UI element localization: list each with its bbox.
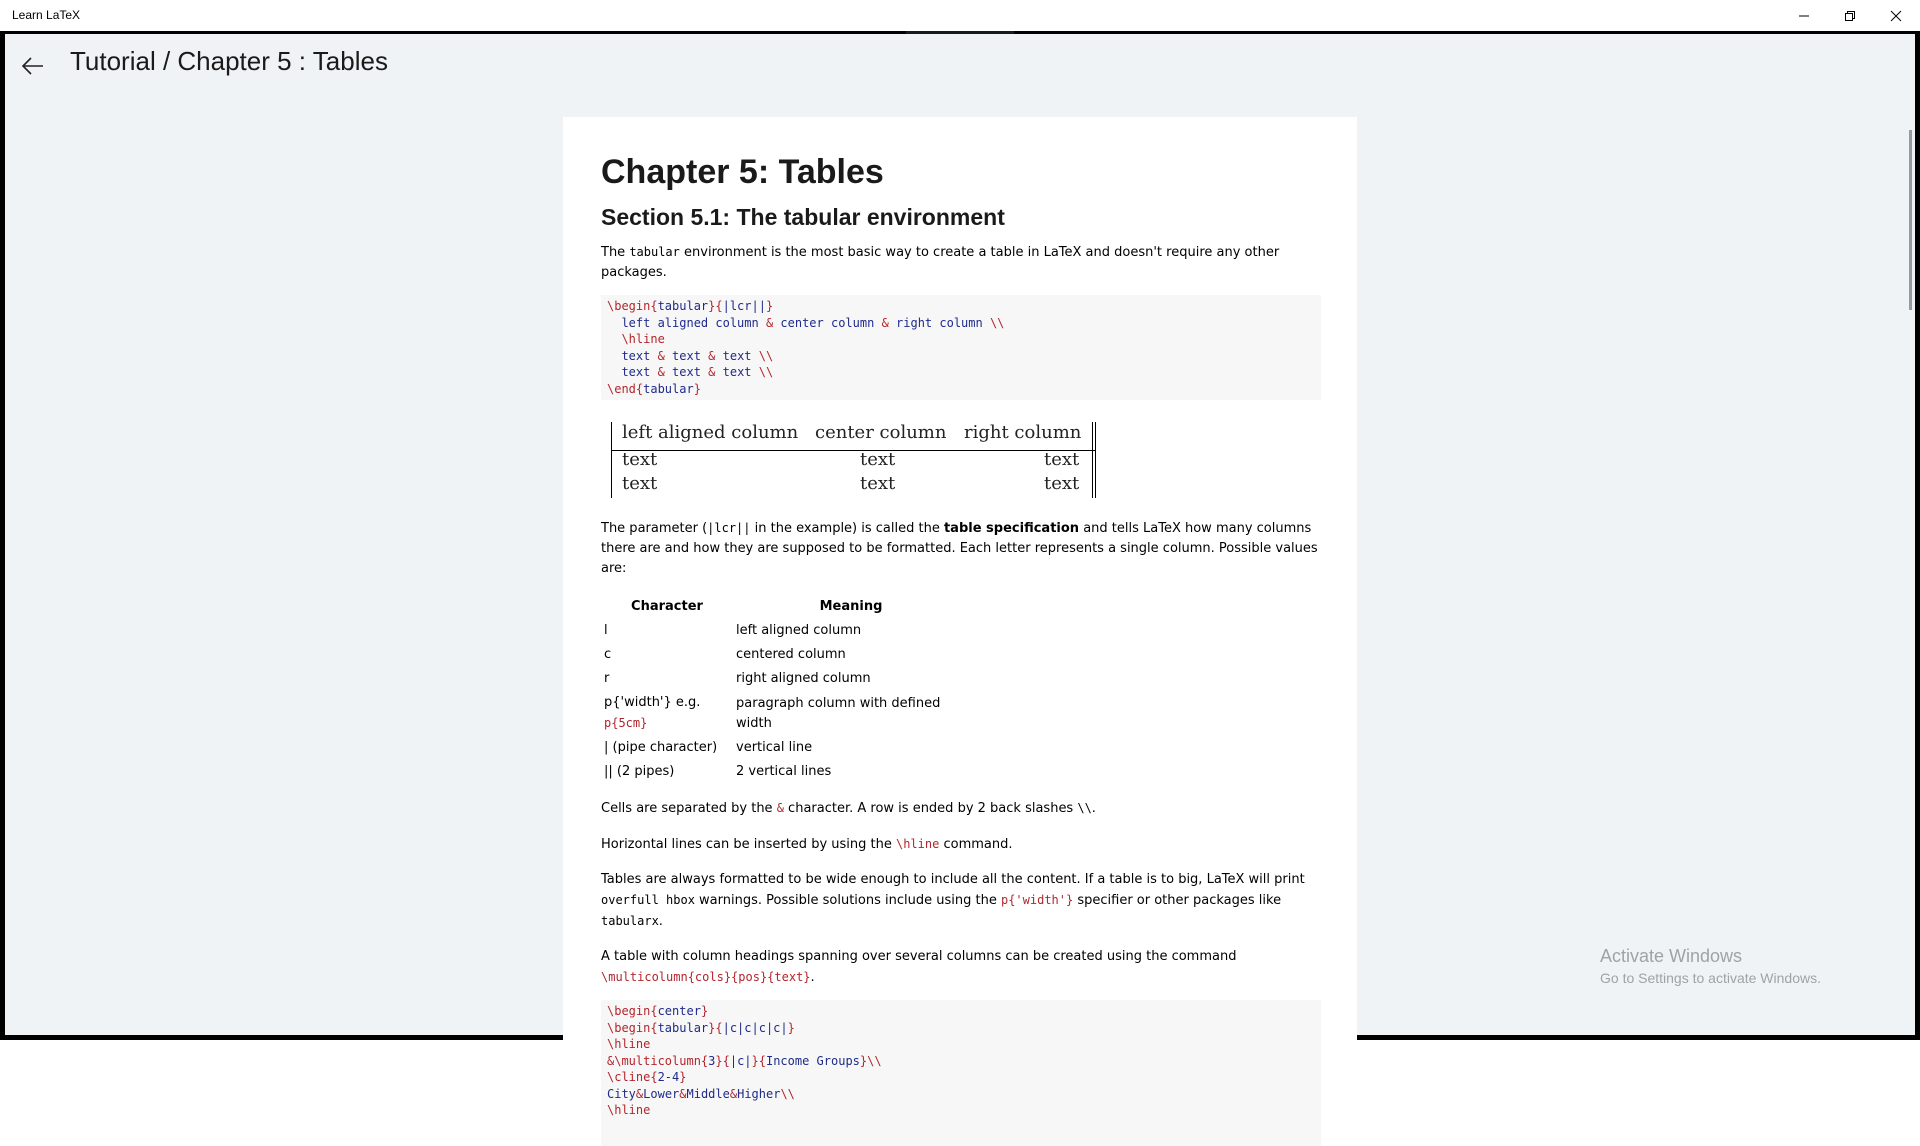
intro-paragraph: The tabular environment is the most basic way to create a table in LaTeX and doesn't require any other packages.	[601, 245, 1280, 280]
code-line: &\multicolumn{3}{|c|}{Income Groups}\\	[607, 1053, 882, 1068]
code-line: \hline	[607, 1103, 651, 1117]
window-frame-right	[1915, 31, 1920, 1040]
formatting-paragraph: Tables are always formatted to be wide enough to include all the content. If a table is to big, LaTeX will print overfull hbox warnings. Possible solutions include using the p{'width'} specifier or other packages like tabularx.	[601, 872, 1305, 929]
code-line: \begin{tabular}{|c|c|c|c|}	[607, 1020, 795, 1035]
content-card	[563, 117, 1357, 1117]
code-line: text & text & text \\	[607, 365, 774, 379]
scrollbar-thumb[interactable]	[1909, 130, 1912, 310]
table-spec-paragraph: The parameter (|lcr|| in the example) is called the table specification and tells LaTeX how many columns there are and how they are supposed to be formatted. Each letter represents a single column. Possible values are:	[601, 521, 1318, 576]
article	[601, 152, 1321, 1146]
close-button[interactable]	[1873, 0, 1919, 31]
table-row: | (pipe character) vertical line	[604, 740, 813, 755]
chapter-title: Chapter 5: Tables	[601, 153, 884, 191]
rendered-cell: text	[860, 473, 896, 494]
app-area	[5, 34, 1915, 1117]
spec-values-table	[601, 595, 969, 784]
restore-button[interactable]	[1827, 0, 1873, 31]
code-line: text & text & text \\	[607, 348, 774, 363]
restore-icon	[1844, 10, 1856, 22]
app-title: Learn LaTeX	[12, 8, 81, 22]
code-line: City&Lower&Middle&Higher\\	[607, 1086, 795, 1101]
back-button[interactable]	[15, 48, 51, 84]
watermark-subtitle: Go to Settings to activate Windows.	[1600, 970, 1821, 986]
table-row: c centered column	[604, 647, 846, 662]
column-header-meaning: Meaning	[819, 599, 883, 614]
code-line: left aligned column & center column & right column \\	[607, 315, 1005, 330]
code-line: \cline{2-4}	[607, 1070, 687, 1084]
back-arrow-icon	[21, 56, 45, 76]
code-line: \hline	[607, 332, 665, 346]
table-row: p{'width'} e.g. p{5cm} paragraph column with defined width	[604, 695, 941, 731]
minimize-icon	[1798, 10, 1810, 22]
code-line: \hline	[607, 1037, 651, 1051]
rendered-header-left: left aligned column	[622, 422, 799, 443]
cells-paragraph: Cells are separated by the & character. A row is ended by 2 back slashes \\.	[601, 801, 1096, 816]
rendered-cell: text	[1044, 473, 1080, 494]
title-bar	[0, 0, 1920, 31]
rendered-cell: text	[622, 473, 658, 494]
code-block-multicolumn	[601, 1000, 1321, 1146]
table-row: l left aligned column	[604, 623, 862, 638]
rendered-cell: text	[860, 449, 896, 470]
multicolumn-paragraph: A table with column headings spanning over several columns can be created using the command \multicolumn{cols}{pos}{text}.	[601, 949, 1237, 985]
code-block-tabular	[601, 295, 1321, 400]
rendered-header-center: center column	[815, 422, 947, 443]
breadcrumb: Tutorial / Chapter 5 : Tables	[70, 46, 388, 76]
code-line: \end{tabular}	[607, 381, 701, 396]
code-line: \begin{center}	[607, 1004, 709, 1018]
rendered-cell: text	[1044, 449, 1080, 470]
column-header-character: Character	[631, 599, 703, 614]
table-row: r right aligned column	[604, 671, 871, 686]
watermark-title: Activate Windows	[1600, 946, 1743, 966]
minimize-button[interactable]	[1781, 0, 1827, 31]
code-line: \begin{tabular}{|lcr||}	[607, 299, 774, 313]
close-icon	[1890, 10, 1902, 22]
hline-paragraph: Horizontal lines can be inserted by using the \hline command.	[601, 837, 1013, 852]
table-header-row	[601, 595, 969, 619]
rendered-latex-table	[611, 422, 1096, 498]
section-title: Section 5.1: The tabular environment	[601, 204, 1005, 230]
rendered-cell: text	[622, 449, 658, 470]
rendered-header-right: right column	[964, 422, 1082, 443]
activate-windows-watermark	[1600, 946, 1821, 986]
table-row: || (2 pipes) 2 vertical lines	[604, 764, 832, 779]
